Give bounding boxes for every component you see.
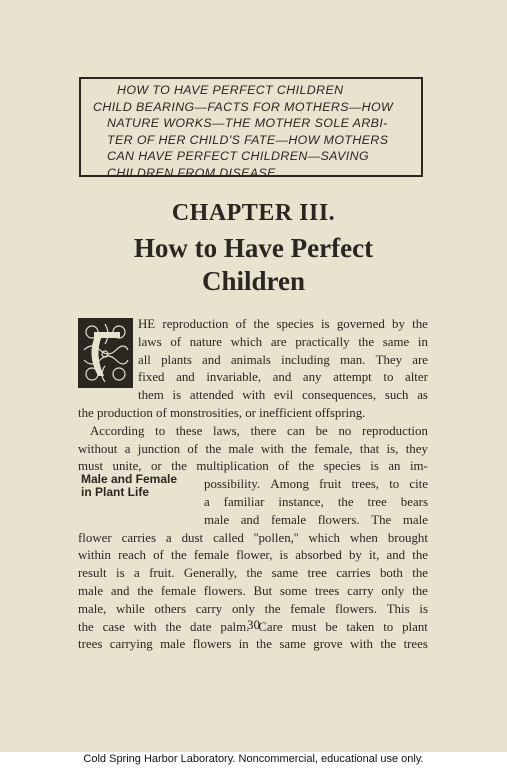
word: of <box>170 334 182 349</box>
word: including <box>281 352 330 367</box>
word: the <box>165 619 182 634</box>
word: the <box>246 566 263 581</box>
word: it, <box>368 548 380 563</box>
word: plant <box>402 619 428 634</box>
word: The <box>371 512 392 527</box>
word: the <box>256 637 272 652</box>
word: these <box>175 423 203 438</box>
word: trees <box>314 583 340 598</box>
sidenote-line: in Plant Life <box>81 485 150 499</box>
word: possibility. <box>204 477 261 492</box>
word: in <box>417 334 428 349</box>
word: alter <box>405 370 428 385</box>
word: the <box>412 566 428 581</box>
word: no <box>338 423 352 438</box>
word: bears <box>400 494 428 509</box>
word: of <box>153 548 164 563</box>
word: ''pollen,'' <box>253 530 299 545</box>
word: consequences, <box>302 388 377 403</box>
chapter-title-line: Children <box>201 266 306 296</box>
archive-credit-line: Cold Spring Harbor Laboratory. Noncommercial, educational use only. <box>83 753 424 765</box>
word: species <box>276 317 314 331</box>
word: female <box>270 512 307 527</box>
word: the <box>291 441 307 456</box>
text-line: the production of monstrosities, or inefficient offspring. <box>78 405 366 420</box>
text-line <box>78 601 428 619</box>
word: tree <box>307 566 327 581</box>
word: there <box>250 423 277 438</box>
word: must <box>291 619 317 634</box>
word: an <box>388 459 401 474</box>
word: same <box>279 637 306 652</box>
word: of <box>278 459 289 474</box>
summary-line: HOW TO HAVE PERFECT CHILDREN <box>117 83 344 97</box>
word: called <box>213 530 244 545</box>
word: and <box>240 512 260 527</box>
word: female, <box>314 441 353 456</box>
word: must <box>78 459 104 474</box>
word: carries <box>336 566 371 581</box>
word: reproduction <box>362 423 428 438</box>
word: reach <box>118 548 146 563</box>
word: plants <box>161 352 192 367</box>
word: HE <box>138 317 156 331</box>
word: same <box>271 566 299 581</box>
word: male <box>402 512 428 527</box>
text-line <box>78 547 428 565</box>
word: same <box>382 334 410 349</box>
word: laws <box>138 334 162 349</box>
word: flower, <box>236 548 273 563</box>
word: to <box>389 477 400 492</box>
word: or <box>150 459 162 474</box>
word: them <box>138 388 164 403</box>
text-line <box>78 565 428 583</box>
word: is <box>116 566 125 581</box>
word: when <box>349 530 378 545</box>
word: the <box>412 317 428 331</box>
word: absorbed <box>295 548 342 563</box>
text-line <box>78 636 428 654</box>
word: the <box>205 441 222 456</box>
word: which <box>230 334 263 349</box>
word: dust <box>181 530 204 545</box>
summary-line: TER OF HER CHILD'S FATE—HOW MOTHERS <box>107 132 389 147</box>
text-line <box>78 387 428 405</box>
word: in <box>238 637 249 652</box>
word: the <box>170 548 187 563</box>
summary-line: CAN HAVE PERFECT CHILDREN—SAVING <box>107 149 370 164</box>
text-line <box>78 334 428 352</box>
word: carry <box>195 601 223 616</box>
word: laws, <box>213 423 240 438</box>
word: while <box>116 601 145 616</box>
word: with <box>133 619 157 634</box>
word: they <box>405 441 428 456</box>
word: cite <box>409 477 428 492</box>
word: is <box>279 548 289 563</box>
word: multiplication <box>196 459 269 474</box>
word: governed <box>336 317 385 331</box>
word: the <box>253 317 270 331</box>
word: and <box>202 352 221 367</box>
word: is <box>320 317 330 331</box>
word: species <box>323 459 361 474</box>
word: nature <box>189 334 222 349</box>
word: taken <box>346 619 375 634</box>
word: by <box>392 317 405 331</box>
word: is, <box>386 441 399 456</box>
word: of <box>235 317 247 331</box>
text-line <box>78 316 428 334</box>
word: female <box>193 548 229 563</box>
word: According <box>90 423 145 438</box>
word: a <box>124 441 131 456</box>
word: This <box>386 601 410 616</box>
word: by <box>348 548 362 563</box>
chapter-number: CHAPTER III. <box>171 200 336 226</box>
word: invariable, <box>206 370 262 385</box>
word: any <box>302 370 322 385</box>
word: trees, <box>351 477 380 492</box>
word: the <box>337 494 354 509</box>
chapter-summary-box <box>79 77 423 180</box>
text-line <box>78 352 428 370</box>
word: practically <box>295 334 350 349</box>
word: without <box>78 441 118 456</box>
word: unite, <box>112 459 142 474</box>
word: such <box>384 388 409 403</box>
word: the <box>412 583 428 598</box>
word: male <box>228 441 254 456</box>
word: is <box>172 388 182 403</box>
word: which <box>308 530 340 545</box>
word: with <box>350 637 373 652</box>
text-line <box>78 530 428 548</box>
word: attempt <box>333 370 372 385</box>
word: as <box>417 388 428 403</box>
word: carrying <box>109 637 153 652</box>
word: all <box>138 352 151 367</box>
word: are <box>412 352 428 367</box>
chapter-title-line: How to Have Perfect <box>133 233 374 263</box>
word: with <box>260 441 284 456</box>
word: to <box>155 423 166 438</box>
word: case <box>102 619 125 634</box>
word: carry <box>347 583 374 598</box>
word: only <box>381 583 405 598</box>
text-line <box>78 369 428 387</box>
word: instance, <box>278 494 324 509</box>
word: the <box>171 459 187 474</box>
word: trees <box>78 637 103 652</box>
word: They <box>375 352 403 367</box>
word: with <box>242 388 266 403</box>
word: brought <box>387 530 428 545</box>
margin-sidenote <box>81 473 201 499</box>
word: are <box>270 334 287 349</box>
word: be <box>325 619 338 634</box>
text-line <box>78 583 428 601</box>
word: flowers. <box>203 583 246 598</box>
word: that <box>359 441 380 456</box>
word: male <box>78 583 104 598</box>
word: reproduction <box>162 317 229 331</box>
word: a <box>134 566 140 581</box>
word: the <box>78 619 94 634</box>
word: evil <box>273 388 294 403</box>
word: some <box>279 583 308 598</box>
word: Generally, <box>183 566 238 581</box>
word: fruit <box>319 477 342 492</box>
summary-line: CHILDREN FROM DISEASE. <box>107 165 280 180</box>
word: But <box>253 583 273 598</box>
chapter-title <box>0 232 507 298</box>
summary-line: CHILD BEARING—FACTS FOR MOTHERS—HOW <box>93 99 394 114</box>
word: flower <box>78 530 112 545</box>
word: trees <box>403 637 428 652</box>
word: carries <box>121 530 156 545</box>
word: and <box>272 370 292 385</box>
word: to <box>383 619 394 634</box>
word: animals <box>230 352 271 367</box>
word: result <box>78 566 107 581</box>
word: flowers <box>192 637 232 652</box>
word: fruit. <box>149 566 175 581</box>
word: the <box>137 583 154 598</box>
word: tree <box>367 494 387 509</box>
summary-line: NATURE WORKS—THE MOTHER SOLE ARBI- <box>107 116 388 131</box>
word: of <box>187 441 199 456</box>
word: male, <box>78 601 107 616</box>
word: both <box>379 566 403 581</box>
word: within <box>78 548 111 563</box>
word: flowers. <box>335 601 377 616</box>
word: only <box>231 601 255 616</box>
word: can <box>287 423 305 438</box>
word: to <box>383 370 394 385</box>
word: attended <box>189 388 234 403</box>
word: and <box>176 370 195 385</box>
word: male <box>204 512 230 527</box>
word: the <box>298 459 315 474</box>
word: fixed <box>138 370 165 385</box>
word: familiar <box>223 494 265 509</box>
word: and <box>386 548 406 563</box>
sidenote-line: Male and Female <box>81 472 178 486</box>
page-number: 30 <box>247 617 260 632</box>
word: man. <box>339 352 366 367</box>
text-line <box>78 512 428 530</box>
word: a <box>165 530 172 545</box>
word: the <box>380 637 397 652</box>
word: flowers. <box>317 512 360 527</box>
word: is <box>370 459 379 474</box>
word: others <box>154 601 186 616</box>
word: palm. <box>220 619 250 634</box>
word: junction <box>137 441 181 456</box>
word: and <box>110 583 130 598</box>
word: the <box>412 548 428 563</box>
word: Among <box>270 477 309 492</box>
word: be <box>315 423 328 438</box>
text-line <box>78 441 428 459</box>
word: the <box>358 334 375 349</box>
word: im- <box>409 459 428 474</box>
word: the <box>264 601 281 616</box>
word: female <box>290 601 326 616</box>
word: grove <box>313 637 343 652</box>
word: a <box>204 494 210 509</box>
text-line <box>78 423 428 441</box>
word: date <box>190 619 212 634</box>
word: female <box>160 583 196 598</box>
word: is <box>419 601 428 616</box>
word: male <box>160 637 186 652</box>
word: Care <box>258 619 283 634</box>
